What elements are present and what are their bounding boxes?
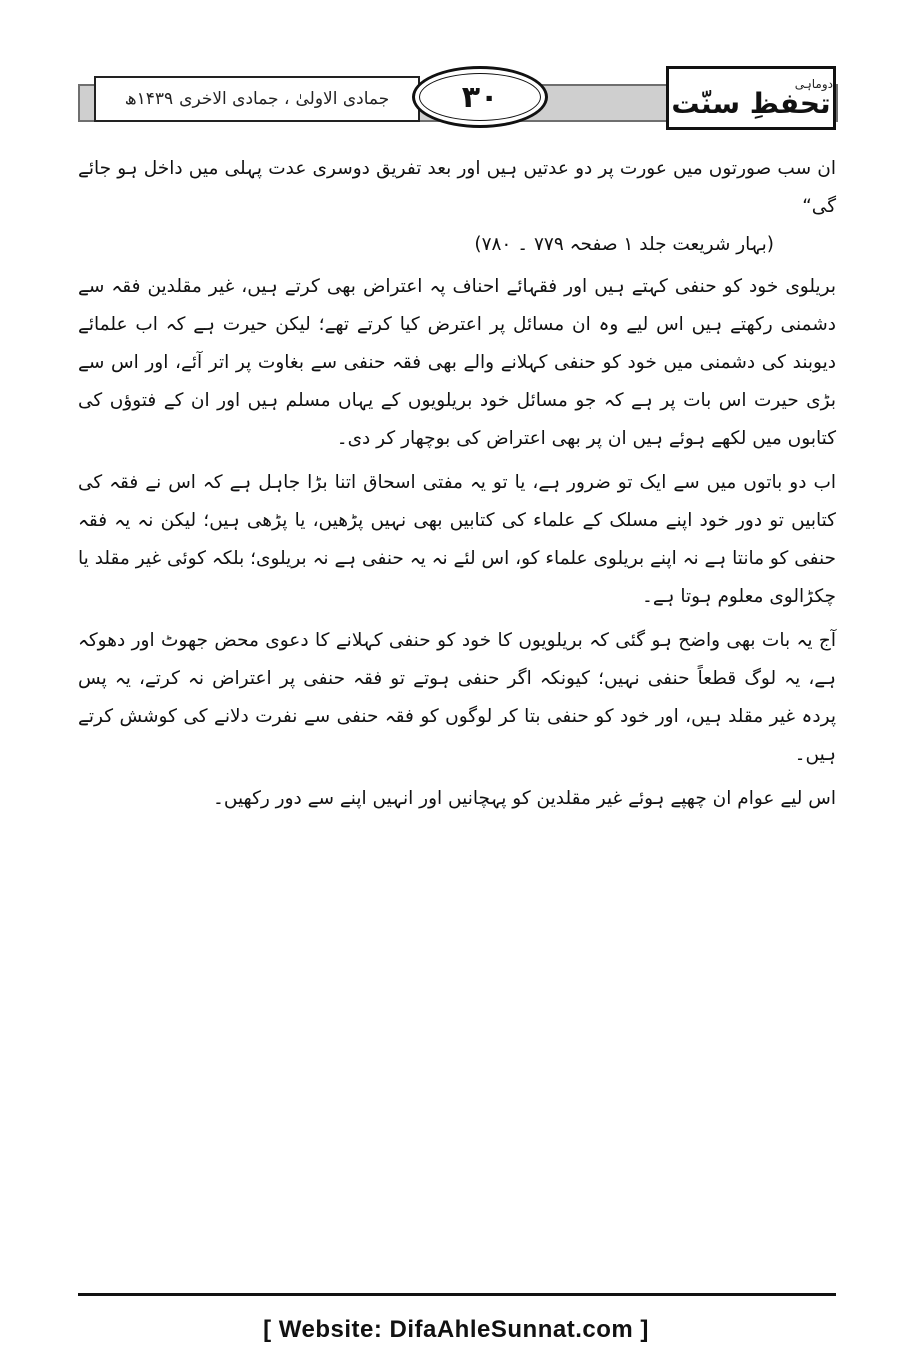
website-footer: [ Website: DifaAhleSunnat.com ] <box>263 1316 649 1343</box>
issue-year: ۱۴۳۹ھ <box>124 89 174 109</box>
paragraph-barelvi-claim: بریلوی خود کو حنفی کہتے ہیں اور فقہائے احناف پہ اعتراض بھی کرتے ہیں، غیر مقلدین فقہ سے دشمنی رکھتے ہیں اس لیے وہ ان مسائل پر اعترض کیا کرتے تھے؛ لیکن حیرت ہے کہ اب علمائے دیوبند کی دشمنی میں خود کو حنفی کہلانے والے بھی فقہ حنفی سے بغاوت پر اتر آئے، اور اس سے بڑی حیرت اس بات پر ہے کہ جو مسائل خود بریلویوں کے یہاں مسلم ہیں اور ان کے فتوؤں کی کتابوں میں لکھے ہوئے ہیں ان پر بھی اعتراض کی بوچھار کر دی۔ <box>78 276 836 449</box>
paragraph-conclusion: آج یہ بات بھی واضح ہو گئی کہ بریلویوں کا خود کو حنفی کہلانے کا دعوی محض جھوٹ اور دھوکہ ہے، یہ لوگ قطعاً حنفی نہیں؛ کیونکہ اگر حنفی ہوتے تو فقہ حنفی پر اعتراض نہ کرتے، یہ پس پردہ غیر مقلد ہیں، اور خود کو حنفی بتا کر لوگوں کو فقہ حنفی سے نفرت دلانے کی کوشش کرتے ہیں۔ <box>78 630 836 765</box>
page-number: ۳۰ <box>461 79 499 115</box>
footer-divider <box>78 1293 836 1296</box>
quote-paragraph: ان سب صورتوں میں عورت پر دو عدتیں ہیں اور بعد تفریق دوسری عدت پہلی میں داخل ہو جائے گی“ <box>78 158 836 217</box>
citation-reference: (بہار شریعت جلد ۱ صفحہ ۷۷۹ ۔ ۷۸۰) <box>474 234 774 255</box>
magazine-frequency: دوماہی <box>794 77 833 91</box>
page-number-badge <box>412 66 548 128</box>
paragraph-two-options: اب دو باتوں میں سے ایک تو ضرور ہے، یا تو یہ مفتی اسحاق اتنا بڑا جاہل ہے کہ اس نے فقہ کی کتابیں تو دور خود اپنے مسلک کے علماء کی کتابیں بھی نہیں پڑھیں، یا پڑھی ہیں؛ لیکن نہ یہ فقہ حنفی کو مانتا ہے نہ اپنے بریلوی علماء کو، اس لئے نہ یہ حنفی ہے نہ بریلوی؛ بلکہ کوئی غیر مقلد یا چکڑالوی معلوم ہوتا ہے۔ <box>78 472 836 607</box>
issue-date-box <box>94 76 420 122</box>
page-header <box>78 66 836 136</box>
magazine-title: تحفظِ سنّت <box>671 87 831 120</box>
magazine-logo <box>666 66 836 130</box>
paragraph-advice: اس لیے عوام ان چھپے ہوئے غیر مقلدین کو پہچانیں اور انہیں اپنے سے دور رکھیں۔ <box>213 788 836 809</box>
issue-month-1: جمادی الاولیٰ <box>295 89 390 109</box>
issue-month-2: ، جمادی الاخری <box>179 89 290 109</box>
article-body <box>78 150 836 824</box>
